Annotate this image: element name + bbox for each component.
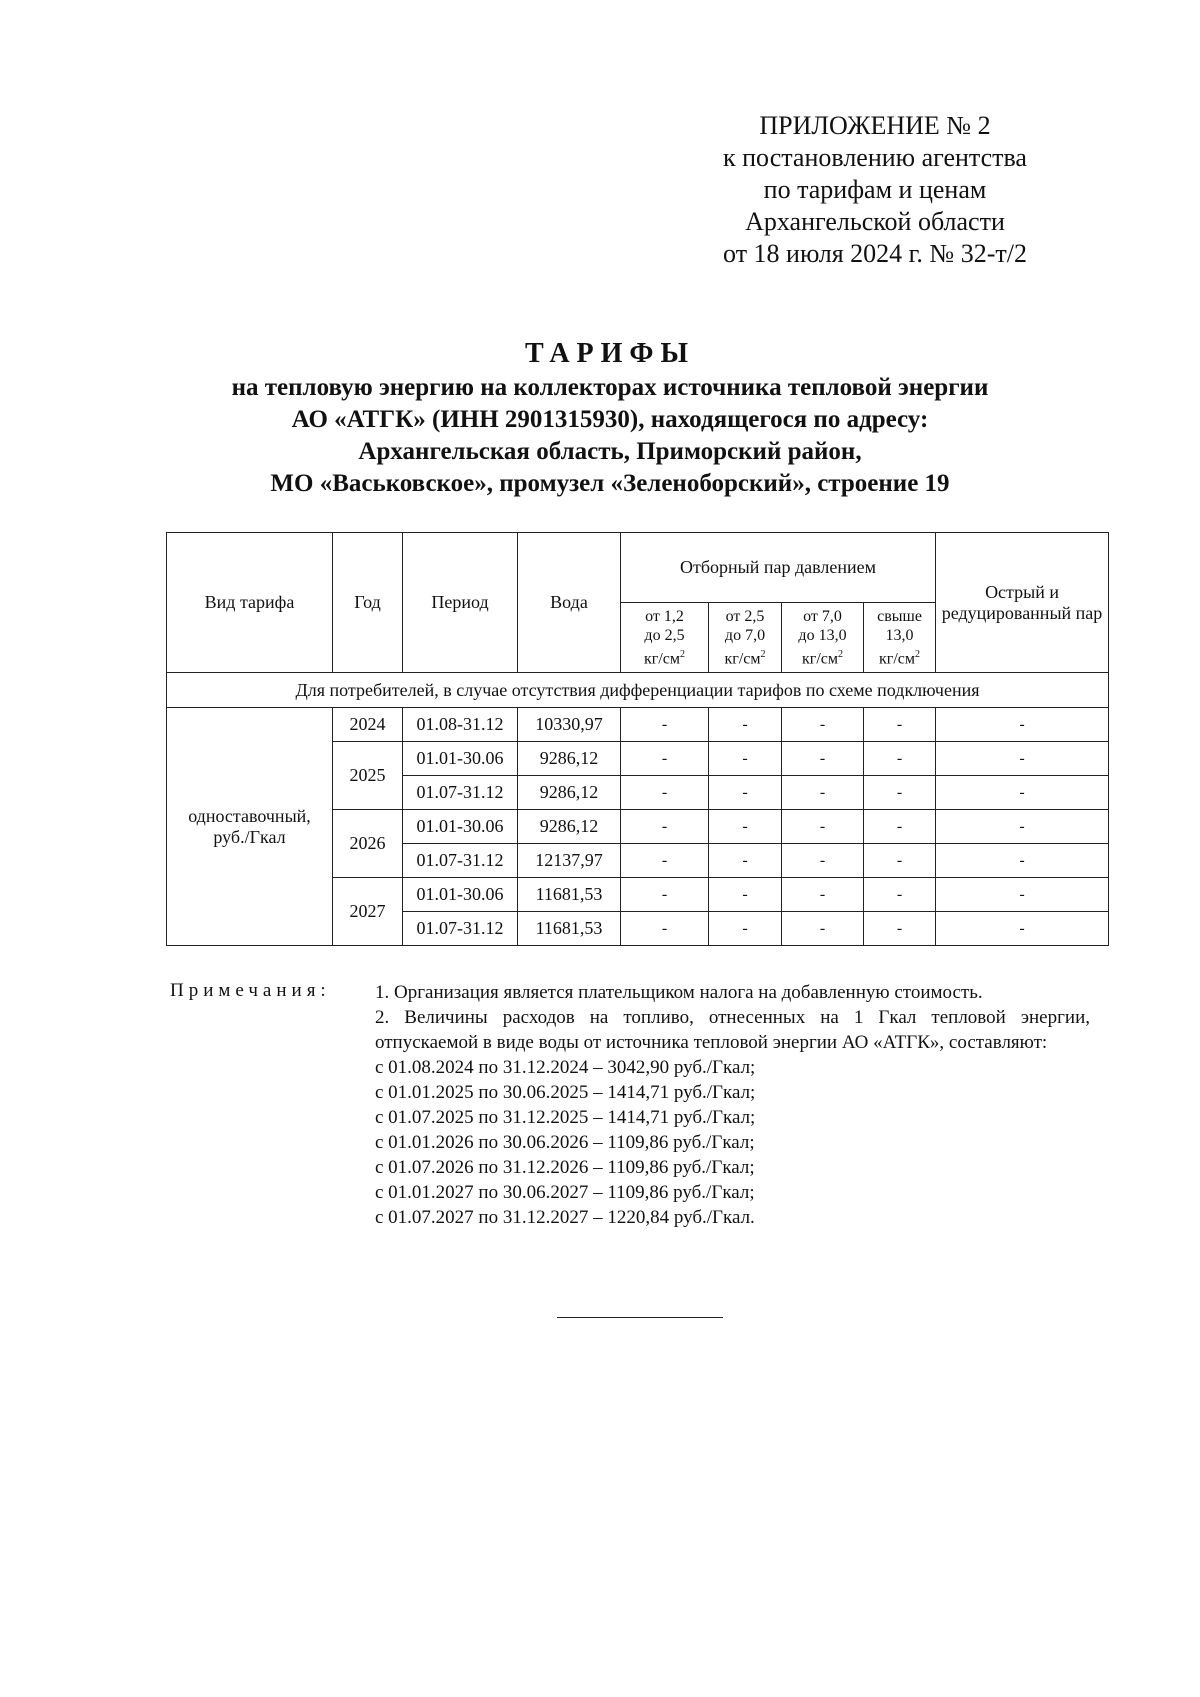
year-cell: 2027 bbox=[333, 878, 403, 946]
steam-2-cell: - bbox=[709, 912, 782, 946]
steam-2-cell: - bbox=[709, 742, 782, 776]
unit-superscript: 2 bbox=[680, 648, 685, 660]
closing-separator-line bbox=[557, 1317, 723, 1318]
title-line-4: МО «Васьковское», промузел «Зеленоборский», строение 19 bbox=[270, 470, 950, 497]
steam-3-cell: - bbox=[782, 708, 864, 742]
water-cell: 11681,53 bbox=[518, 878, 621, 912]
steam-4-cell: - bbox=[864, 878, 936, 912]
pressure-1-unit: кг/см bbox=[643, 650, 680, 668]
steam-2-cell: - bbox=[709, 810, 782, 844]
steam-4-cell: - bbox=[864, 810, 936, 844]
steam-2-cell: - bbox=[709, 844, 782, 878]
appendix-agency: по тарифам и ценам bbox=[763, 175, 987, 204]
header-pressure-1 bbox=[621, 603, 709, 673]
document-title bbox=[160, 336, 1060, 500]
water-cell: 10330,97 bbox=[518, 708, 621, 742]
table-row bbox=[167, 708, 1109, 742]
tariff-table bbox=[166, 532, 1109, 946]
steam-4-cell: - bbox=[864, 708, 936, 742]
section-heading: Для потребителей, в случае отсутствия дифференциации тарифов по схеме подключения bbox=[167, 673, 1109, 708]
sharp-steam-cell: - bbox=[936, 708, 1109, 742]
period-cell: 01.07-31.12 bbox=[403, 776, 518, 810]
notes-label: Примечания: bbox=[170, 980, 331, 1001]
steam-1-cell: - bbox=[621, 742, 709, 776]
note-fuel-costs: 2. Величины расходов на топливо, отнесенных на 1 Гкал тепловой энергии, отпускаемой в виде воды от источника тепловой энергии АО «АТГК», составляют: bbox=[375, 1007, 1090, 1053]
header-pressure-3 bbox=[782, 603, 864, 673]
tariff-name: одноставочный, руб./Гкал bbox=[167, 708, 333, 946]
steam-1-cell: - bbox=[621, 776, 709, 810]
pressure-3-unit: кг/см bbox=[801, 650, 838, 668]
appendix-number: ПРИЛОЖЕНИЕ № 2 bbox=[759, 111, 991, 140]
steam-1-cell: - bbox=[621, 810, 709, 844]
period-cell: 01.07-31.12 bbox=[403, 844, 518, 878]
steam-2-cell: - bbox=[709, 878, 782, 912]
sharp-steam-cell: - bbox=[936, 776, 1109, 810]
steam-3-cell: - bbox=[782, 742, 864, 776]
note-vat: 1. Организация является плательщиком налога на добавленную стоимость. bbox=[375, 982, 983, 1003]
unit-superscript: 2 bbox=[915, 648, 921, 660]
steam-3-cell: - bbox=[782, 810, 864, 844]
fuel-cost-line: с 01.07.2026 по 31.12.2026 – 1109,86 руб./Гкал; bbox=[375, 1157, 755, 1178]
sharp-steam-cell: - bbox=[936, 742, 1109, 776]
header-year: Год bbox=[333, 533, 403, 673]
pressure-2-unit: кг/см bbox=[724, 650, 761, 668]
header-tariff-type: Вид тарифа bbox=[167, 533, 333, 673]
pressure-2-to: до 7,0 bbox=[724, 626, 766, 644]
steam-3-cell: - bbox=[782, 776, 864, 810]
title-line-2: АО «АТГК» (ИНН 2901315930), находящегося по адресу: bbox=[291, 406, 929, 433]
header-sharp-steam: Острый и редуцированный пар bbox=[936, 533, 1109, 673]
pressure-4-from: свыше bbox=[877, 607, 922, 625]
fuel-cost-line: с 01.01.2027 по 30.06.2027 – 1109,86 руб./Гкал; bbox=[375, 1182, 755, 1203]
pressure-3-from: от 7,0 bbox=[803, 607, 842, 625]
pressure-2-from: от 2,5 bbox=[725, 607, 765, 625]
water-cell: 11681,53 bbox=[518, 912, 621, 946]
steam-3-cell: - bbox=[782, 844, 864, 878]
pressure-4-unit: кг/см bbox=[879, 650, 916, 668]
title-main: ТАРИФЫ bbox=[525, 338, 695, 369]
steam-3-cell: - bbox=[782, 878, 864, 912]
header-pressure-4 bbox=[864, 603, 936, 673]
header-period: Период bbox=[403, 533, 518, 673]
period-cell: 01.08-31.12 bbox=[403, 708, 518, 742]
steam-3-cell: - bbox=[782, 912, 864, 946]
period-cell: 01.01-30.06 bbox=[403, 742, 518, 776]
title-line-1: на тепловую энергию на коллекторах источника тепловой энергии bbox=[231, 374, 989, 401]
year-cell: 2024 bbox=[333, 708, 403, 742]
appendix-resolution: к постановлению агентства bbox=[723, 143, 1027, 172]
sharp-steam-cell: - bbox=[936, 844, 1109, 878]
water-cell: 9286,12 bbox=[518, 742, 621, 776]
title-line-3: Архангельская область, Приморский район, bbox=[358, 438, 862, 465]
steam-2-cell: - bbox=[709, 708, 782, 742]
header-steam: Отборный пар давлением bbox=[621, 533, 936, 603]
appendix-region: Архангельской области bbox=[745, 207, 1005, 236]
year-cell: 2025 bbox=[333, 742, 403, 810]
steam-1-cell: - bbox=[621, 708, 709, 742]
pressure-4-to: 13,0 bbox=[885, 626, 914, 644]
steam-4-cell: - bbox=[864, 776, 936, 810]
steam-1-cell: - bbox=[621, 844, 709, 878]
steam-4-cell: - bbox=[864, 742, 936, 776]
notes-body bbox=[375, 980, 1090, 1230]
water-cell: 9286,12 bbox=[518, 810, 621, 844]
appendix-date: от 18 июля 2024 г. № 32-т/2 bbox=[723, 239, 1027, 268]
period-cell: 01.01-30.06 bbox=[403, 878, 518, 912]
fuel-cost-line: с 01.07.2025 по 31.12.2025 – 1414,71 руб./Гкал; bbox=[375, 1107, 756, 1128]
period-cell: 01.07-31.12 bbox=[403, 912, 518, 946]
steam-2-cell: - bbox=[709, 776, 782, 810]
steam-4-cell: - bbox=[864, 844, 936, 878]
period-cell: 01.01-30.06 bbox=[403, 810, 518, 844]
sharp-steam-cell: - bbox=[936, 912, 1109, 946]
appendix-header bbox=[690, 110, 1060, 270]
year-cell: 2026 bbox=[333, 810, 403, 878]
pressure-1-to: до 2,5 bbox=[644, 626, 685, 644]
header-water: Вода bbox=[518, 533, 621, 673]
water-cell: 9286,12 bbox=[518, 776, 621, 810]
water-cell: 12137,97 bbox=[518, 844, 621, 878]
sharp-steam-cell: - bbox=[936, 878, 1109, 912]
sharp-steam-cell: - bbox=[936, 810, 1109, 844]
steam-1-cell: - bbox=[621, 878, 709, 912]
pressure-1-from: от 1,2 bbox=[645, 607, 684, 625]
header-pressure-2 bbox=[709, 603, 782, 673]
unit-superscript: 2 bbox=[760, 648, 766, 660]
fuel-cost-line: с 01.08.2024 по 31.12.2024 – 3042,90 руб./Гкал; bbox=[375, 1057, 756, 1078]
steam-1-cell: - bbox=[621, 912, 709, 946]
unit-superscript: 2 bbox=[838, 648, 843, 660]
pressure-3-to: до 13,0 bbox=[798, 626, 847, 644]
fuel-cost-line: с 01.07.2027 по 31.12.2027 – 1220,84 руб./Гкал. bbox=[375, 1207, 755, 1228]
fuel-cost-line: с 01.01.2025 по 30.06.2025 – 1414,71 руб./Гкал; bbox=[375, 1082, 756, 1103]
steam-4-cell: - bbox=[864, 912, 936, 946]
fuel-cost-line: с 01.01.2026 по 30.06.2026 – 1109,86 руб./Гкал; bbox=[375, 1132, 755, 1153]
